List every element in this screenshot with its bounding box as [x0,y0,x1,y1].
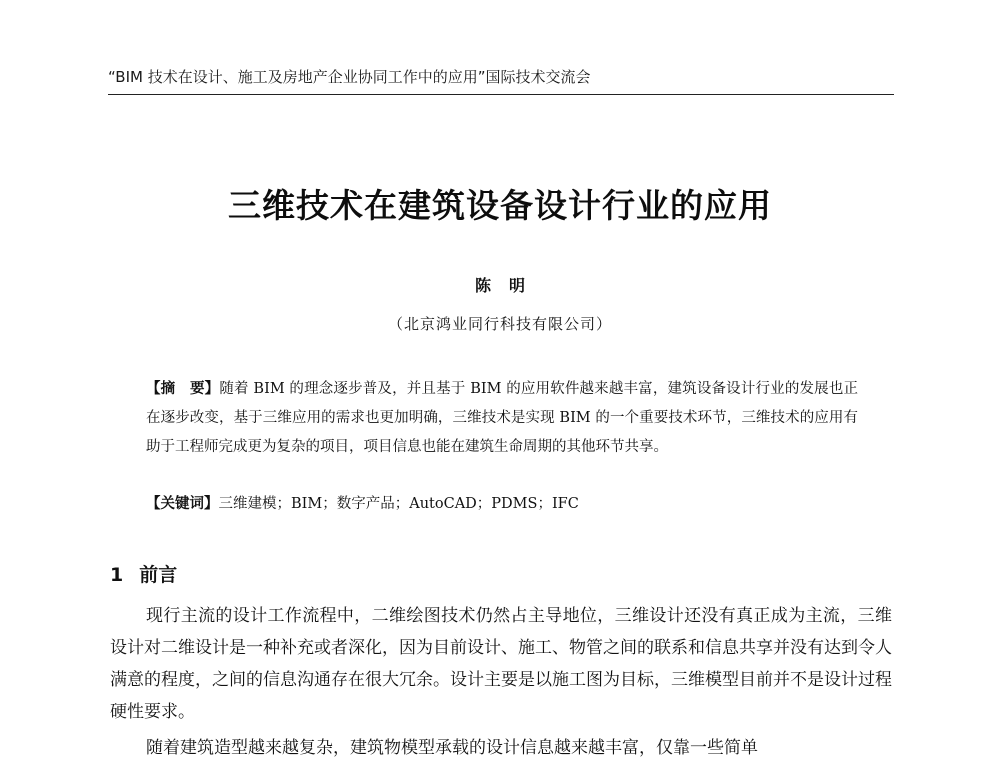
header-rule [108,94,894,95]
abstract-label: 【摘 要】 [146,381,220,397]
section-heading [110,560,177,587]
running-header: “BIM 技术在设计、施工及房地产企业协同工作中的应用”国际技术交流会 [108,68,591,86]
body-paragraph-2: 随着建筑造型越来越复杂，建筑物模型承载的设计信息越来越丰富，仅靠一些简单 [146,738,758,758]
keywords-text: 三维建模；BIM；数字产品；AutoCAD；PDMS；IFC [218,496,579,512]
abstract [146,375,858,462]
author-name: 陈明 [474,276,543,295]
paper-title: 三维技术在建筑设备设计行业的应用 [228,186,772,225]
body-paragraph-1: 现行主流的设计工作流程中，二维绘图技术仍然占主导地位，三维设计还没有真正成为主流，三维设计对二维设计是一种补充或者深化，因为目前设计、施工、物管之间的联系和信息共享并没有达到令人满意的程度，之间的信息沟通存在很大冗余。设计主要是以施工图为目标，三维模型目前并不是设计过程硬性要求。 [110,606,892,722]
section-number: 1 [110,564,124,586]
section-title: 前言 [139,564,178,586]
author-affiliation: （北京鸿业同行科技有限公司） [387,315,612,333]
abstract-text: 随着 BIM 的理念逐步普及，并且基于 BIM 的应用软件越来越丰富，建筑设备设计行业的发展也正在逐步改变，基于三维应用的需求也更加明确，三维技术是实现 BIM 的一个重要技术环节，三维技术的应用有助于工程师完成更为复杂的项目，项目信息也能在建筑生命周期的其他环节共享。 [146,381,858,455]
keywords [146,490,858,519]
keywords-label: 【关键词】 [146,496,219,512]
